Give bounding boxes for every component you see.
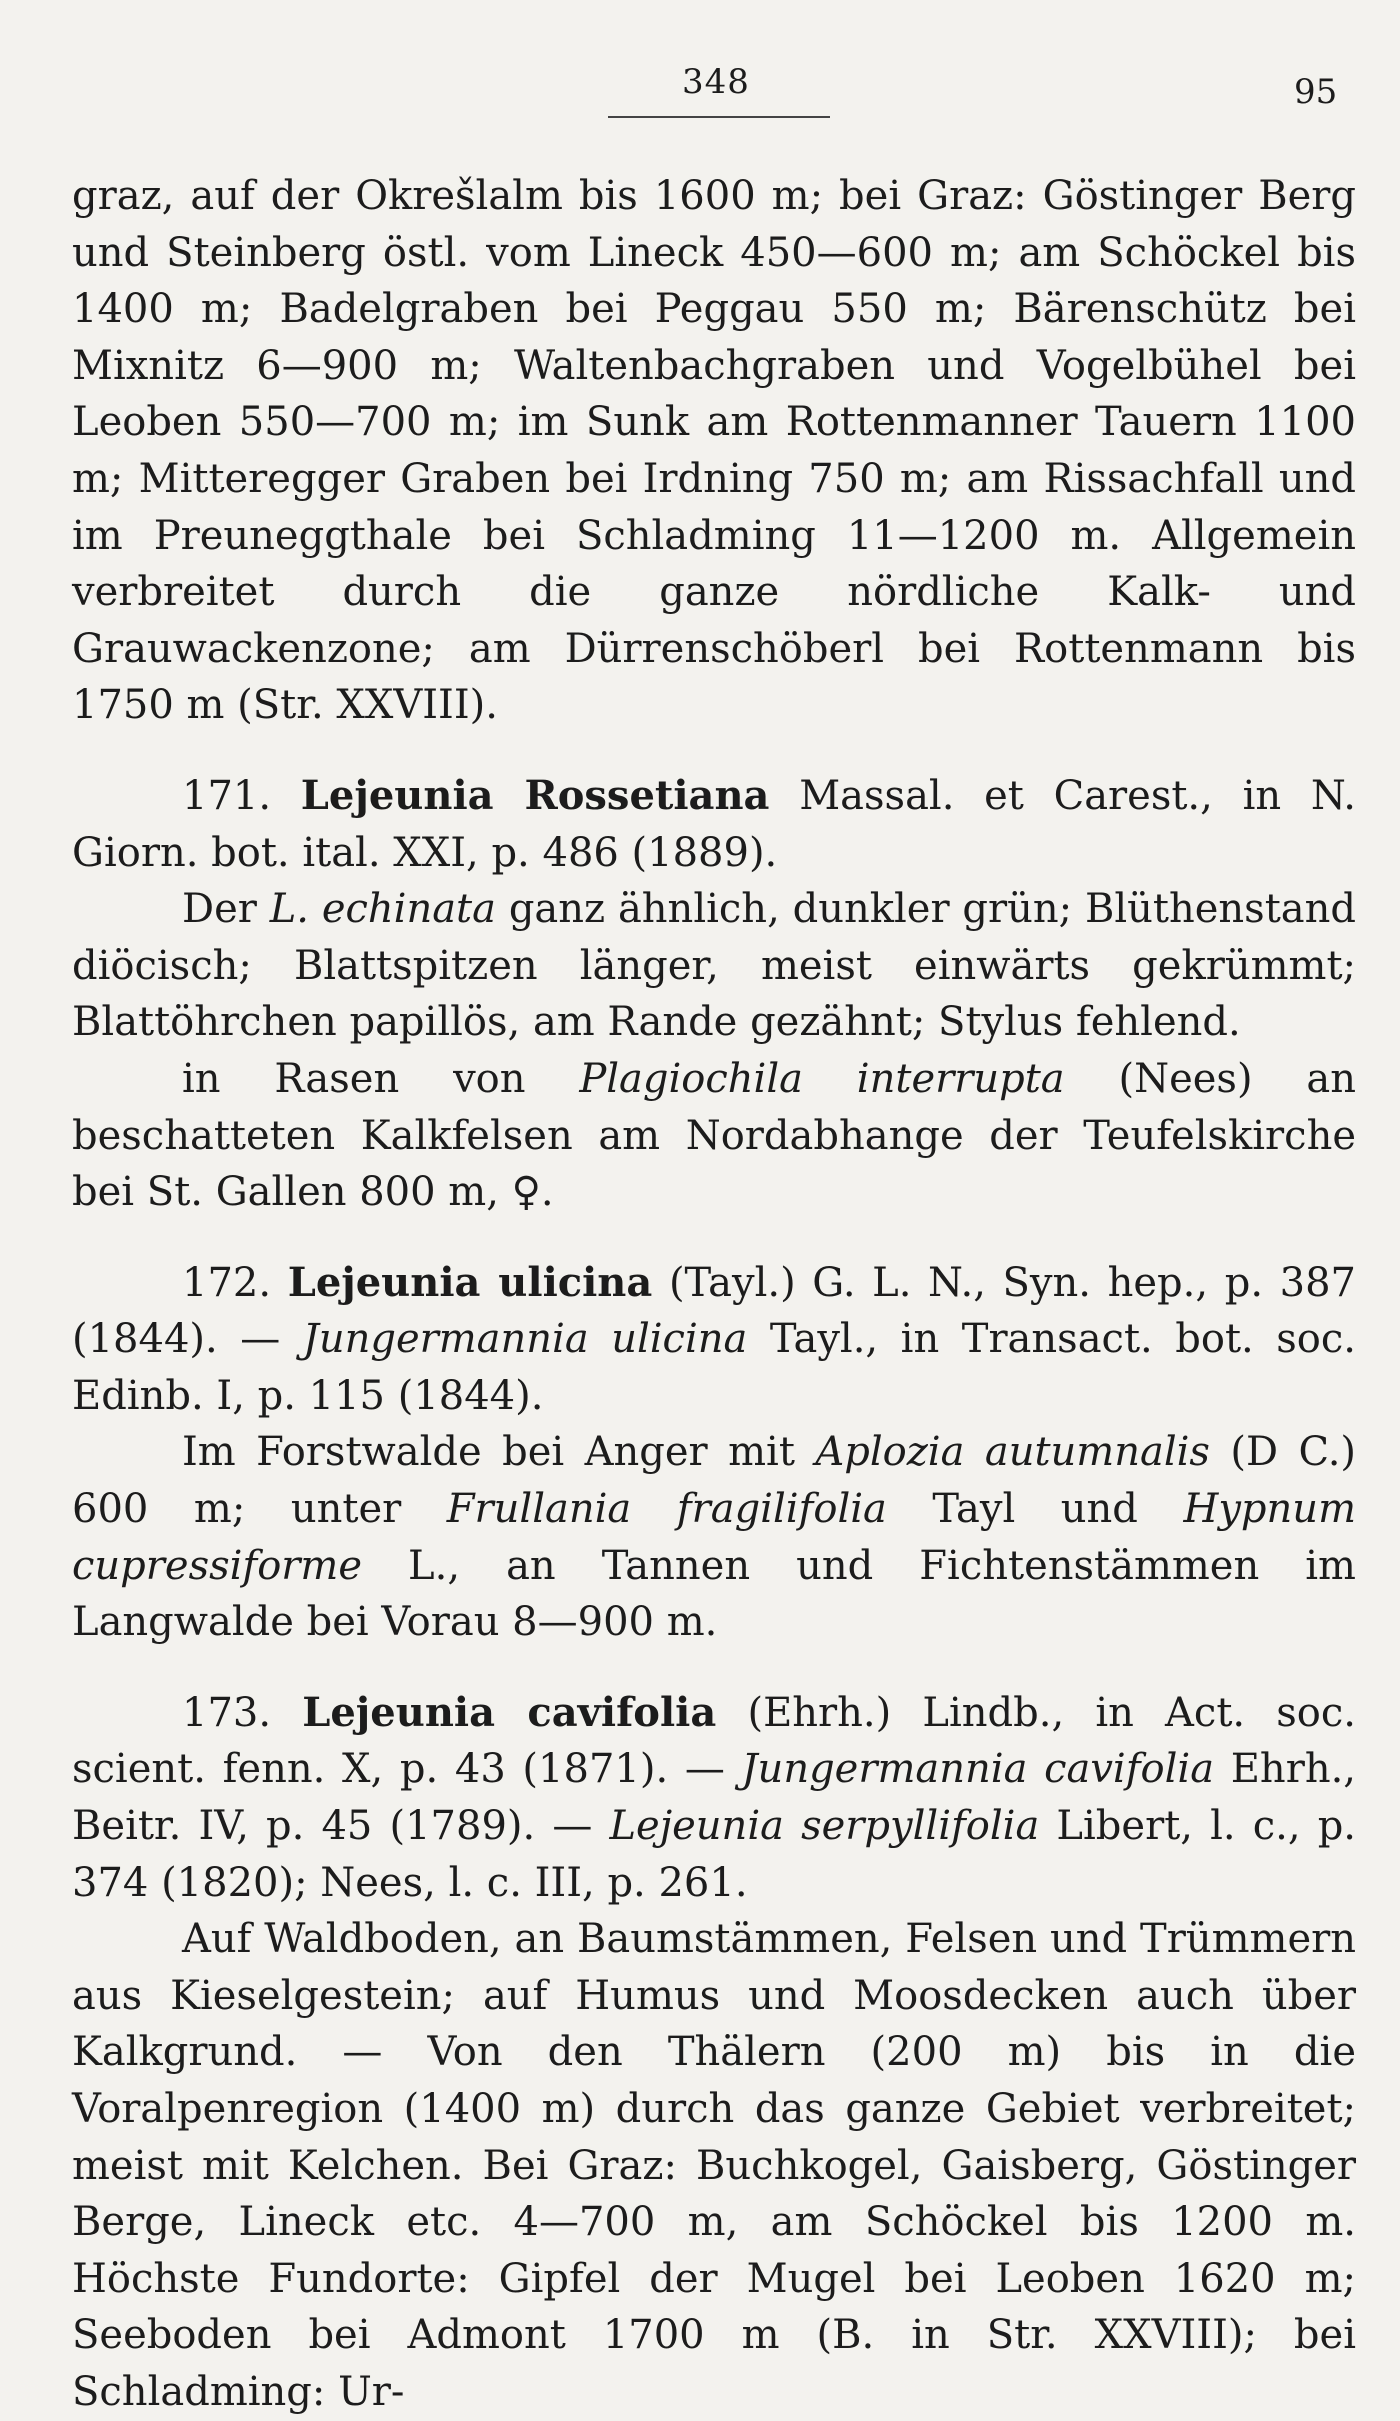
page-body bbox=[72, 168, 1356, 2421]
entry-173-heading: 173. Lejeunia cavifolia (Ehrh.) Lindb., in Act. soc. scient. fenn. X, p. 43 (1871). — Jungermannia cavifolia Ehrh., Beitr. IV, p. 45 (1789). — Lejeunia serpyllifolia Libert, l. c., p. 374 (1820); Nees, l. c. III, p. 261. bbox=[72, 1688, 1357, 1906]
taxon-italic: Frullania fragilifolia bbox=[446, 1486, 887, 1533]
continuation-paragraph: graz, auf der Okrešlalm bis 1600 m; bei Graz: Göstinger Berg und Steinberg östl. vom Lineck 450—600 m; am Schöckel bis 1400 m; Badelgraben bei Peggau 550 m; Bärenschütz bei Mixnitz 6—900 m; Waltenbachgraben und Vogelbühel bei Leoben 550—700 m; im Sunk am Rottenmanner Tauern 1100 m; Mitteregger Graben bei Irdning 750 m; am Rissachfall und im Preuneggthale bei Schladming 11—1200 m. Allgemein verbreitet durch die ganze nördliche Kalk- und Grauwackenzone; am Dürrenschöberl bei Rottenmann bis 1750 m (Str. XXVIII). bbox=[72, 173, 1356, 729]
synonym-italic: Jungermannia cavifolia bbox=[741, 1746, 1215, 1793]
entry-171-heading bbox=[72, 768, 1356, 881]
synonym-italic: Jungermannia ulicina bbox=[302, 1316, 748, 1363]
entry-number: 172. bbox=[182, 1259, 272, 1306]
taxon-italic: Plagiochila interrupta bbox=[579, 1055, 1065, 1102]
entry-173-habitat: Auf Waldboden, an Baumstämmen, Felsen und Trümmern aus Kieselgestein; auf Humus und Moosdecken auch über Kalkgrund. — Von den Thälern (200 m) bis in die Voralpenregion (1400 m) durch das ganze Gebiet verbreitet; meist mit Kelchen. Bei Graz: Buchkogel, Gaisberg, Göstinger Berge, Lineck etc. 4—700 m, am Schöckel bis 1200 m. Höchste Fundorte: Gipfel der Mugel bei Leoben 1620 m; Seeboden bei Admont 1700 m (B. in Str. XXVIII); bei Schladming: Ur- bbox=[72, 1916, 1356, 2415]
entry-172-habitat: Im Forstwalde bei Anger mit Aplozia autumnalis (D C.) 600 m; unter Frullania fragilifolia Tayl und Hypnum cupressiforme L., an Tannen und Fichtenstämmen im Langwalde bei Vorau 8—900 m. bbox=[72, 1429, 1357, 1646]
taxon-italic: L. echinata bbox=[269, 886, 496, 933]
header-rule bbox=[608, 116, 830, 118]
entry-number: 173. bbox=[182, 1689, 272, 1736]
page-number-right: 95 bbox=[1294, 72, 1338, 112]
citation: Massal. et Carest., in N. Giorn. bot. ital. XXI, p. 486 (1889). bbox=[72, 772, 1357, 876]
entry-172-heading: 172. Lejeunia ulicina (Tayl.) G. L. N., Syn. hep., p. 387 (1844). — Jungermannia ulicina Tayl., in Transact. bot. soc. Edinb. I, p. 115 (1844). bbox=[72, 1258, 1356, 1419]
entry-171-habitat: in Rasen von Plagiochila interrupta (Nees) an beschatteten Kalkfelsen am Nordabhange der Teufelskirche bei St. Gallen 800 m, ♀. bbox=[72, 1055, 1356, 1216]
page-number-center: 348 bbox=[682, 62, 750, 102]
synonym-italic: Lejeunia serpyllifolia bbox=[609, 1803, 1040, 1850]
entry-171-description: Der L. echinata ganz ähnlich, dunkler grün; Blüthenstand diöcisch; Blattspitzen länger, meist einwärts gekrümmt; Blattöhrchen papillös, am Rande gezähnt; Stylus fehlend. bbox=[72, 886, 1357, 1046]
species-name: Lejeunia ulicina bbox=[287, 1258, 653, 1306]
taxon-italic: Hypnum cupressiforme bbox=[72, 1486, 1356, 1589]
species-name: Lejeunia Rossetiana bbox=[300, 771, 770, 819]
entry-number: 171. bbox=[182, 772, 272, 819]
taxon-italic: Aplozia autumnalis bbox=[815, 1429, 1210, 1476]
species-name: Lejeunia cavifolia bbox=[302, 1688, 717, 1736]
